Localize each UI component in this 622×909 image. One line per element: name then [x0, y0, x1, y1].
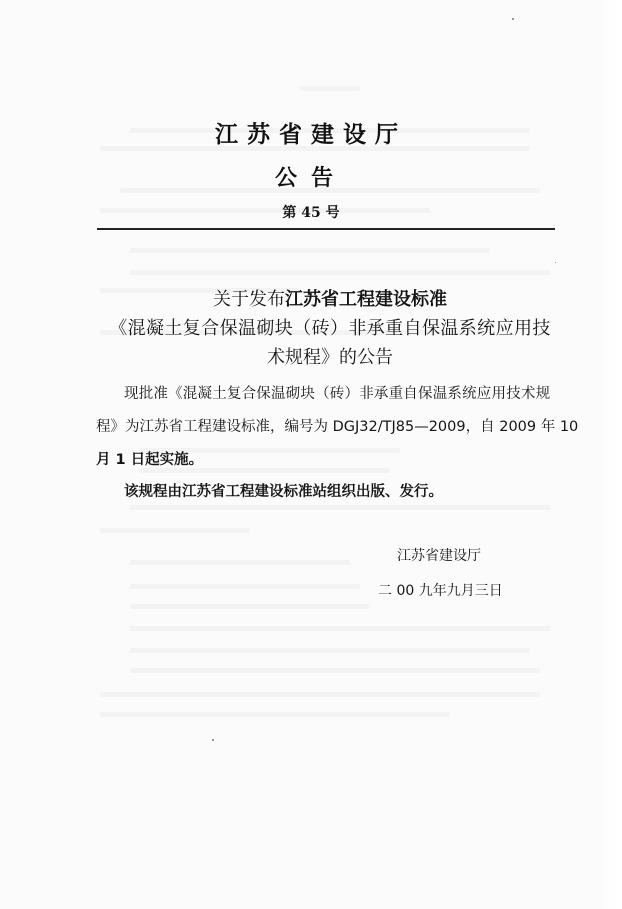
notice-heading-line-3: 术规程》的公告 — [267, 347, 393, 368]
scan-edge — [604, 0, 622, 909]
heading-standard-name: 江苏省工程建设标准 — [285, 289, 447, 310]
header-divider — [97, 228, 555, 230]
body-text-line-1: 现批准《混凝土复合保温砌块（砖）非承重自保温系统应用技术规 — [124, 386, 551, 402]
document-type-title: 公告 — [274, 166, 347, 191]
body-text-line-2: 程》为江苏省工程建设标准，编号为 DGJ32/TJ85—2009，自 2009 年 10 — [96, 419, 579, 435]
body-paragraph-2: 该规程由江苏省工程建设标准站组织出版、发行。 — [124, 484, 443, 500]
body-text-line-3: 月 1 日起实施。 — [96, 452, 204, 468]
document-number: 第 45 号 — [282, 205, 340, 221]
notice-heading-line-1 — [95, 285, 565, 314]
department-title: 江苏省建设厅 — [215, 122, 407, 148]
issue-date: 二 00 九年九月三日 — [378, 583, 503, 599]
notice-heading-line-2: 《混凝土复合保温砌块（砖）非承重自保温系统应用技 — [109, 318, 551, 339]
heading-prefix: 关于发布 — [213, 289, 285, 310]
issuer-signature: 江苏省建设厅 — [397, 548, 481, 564]
